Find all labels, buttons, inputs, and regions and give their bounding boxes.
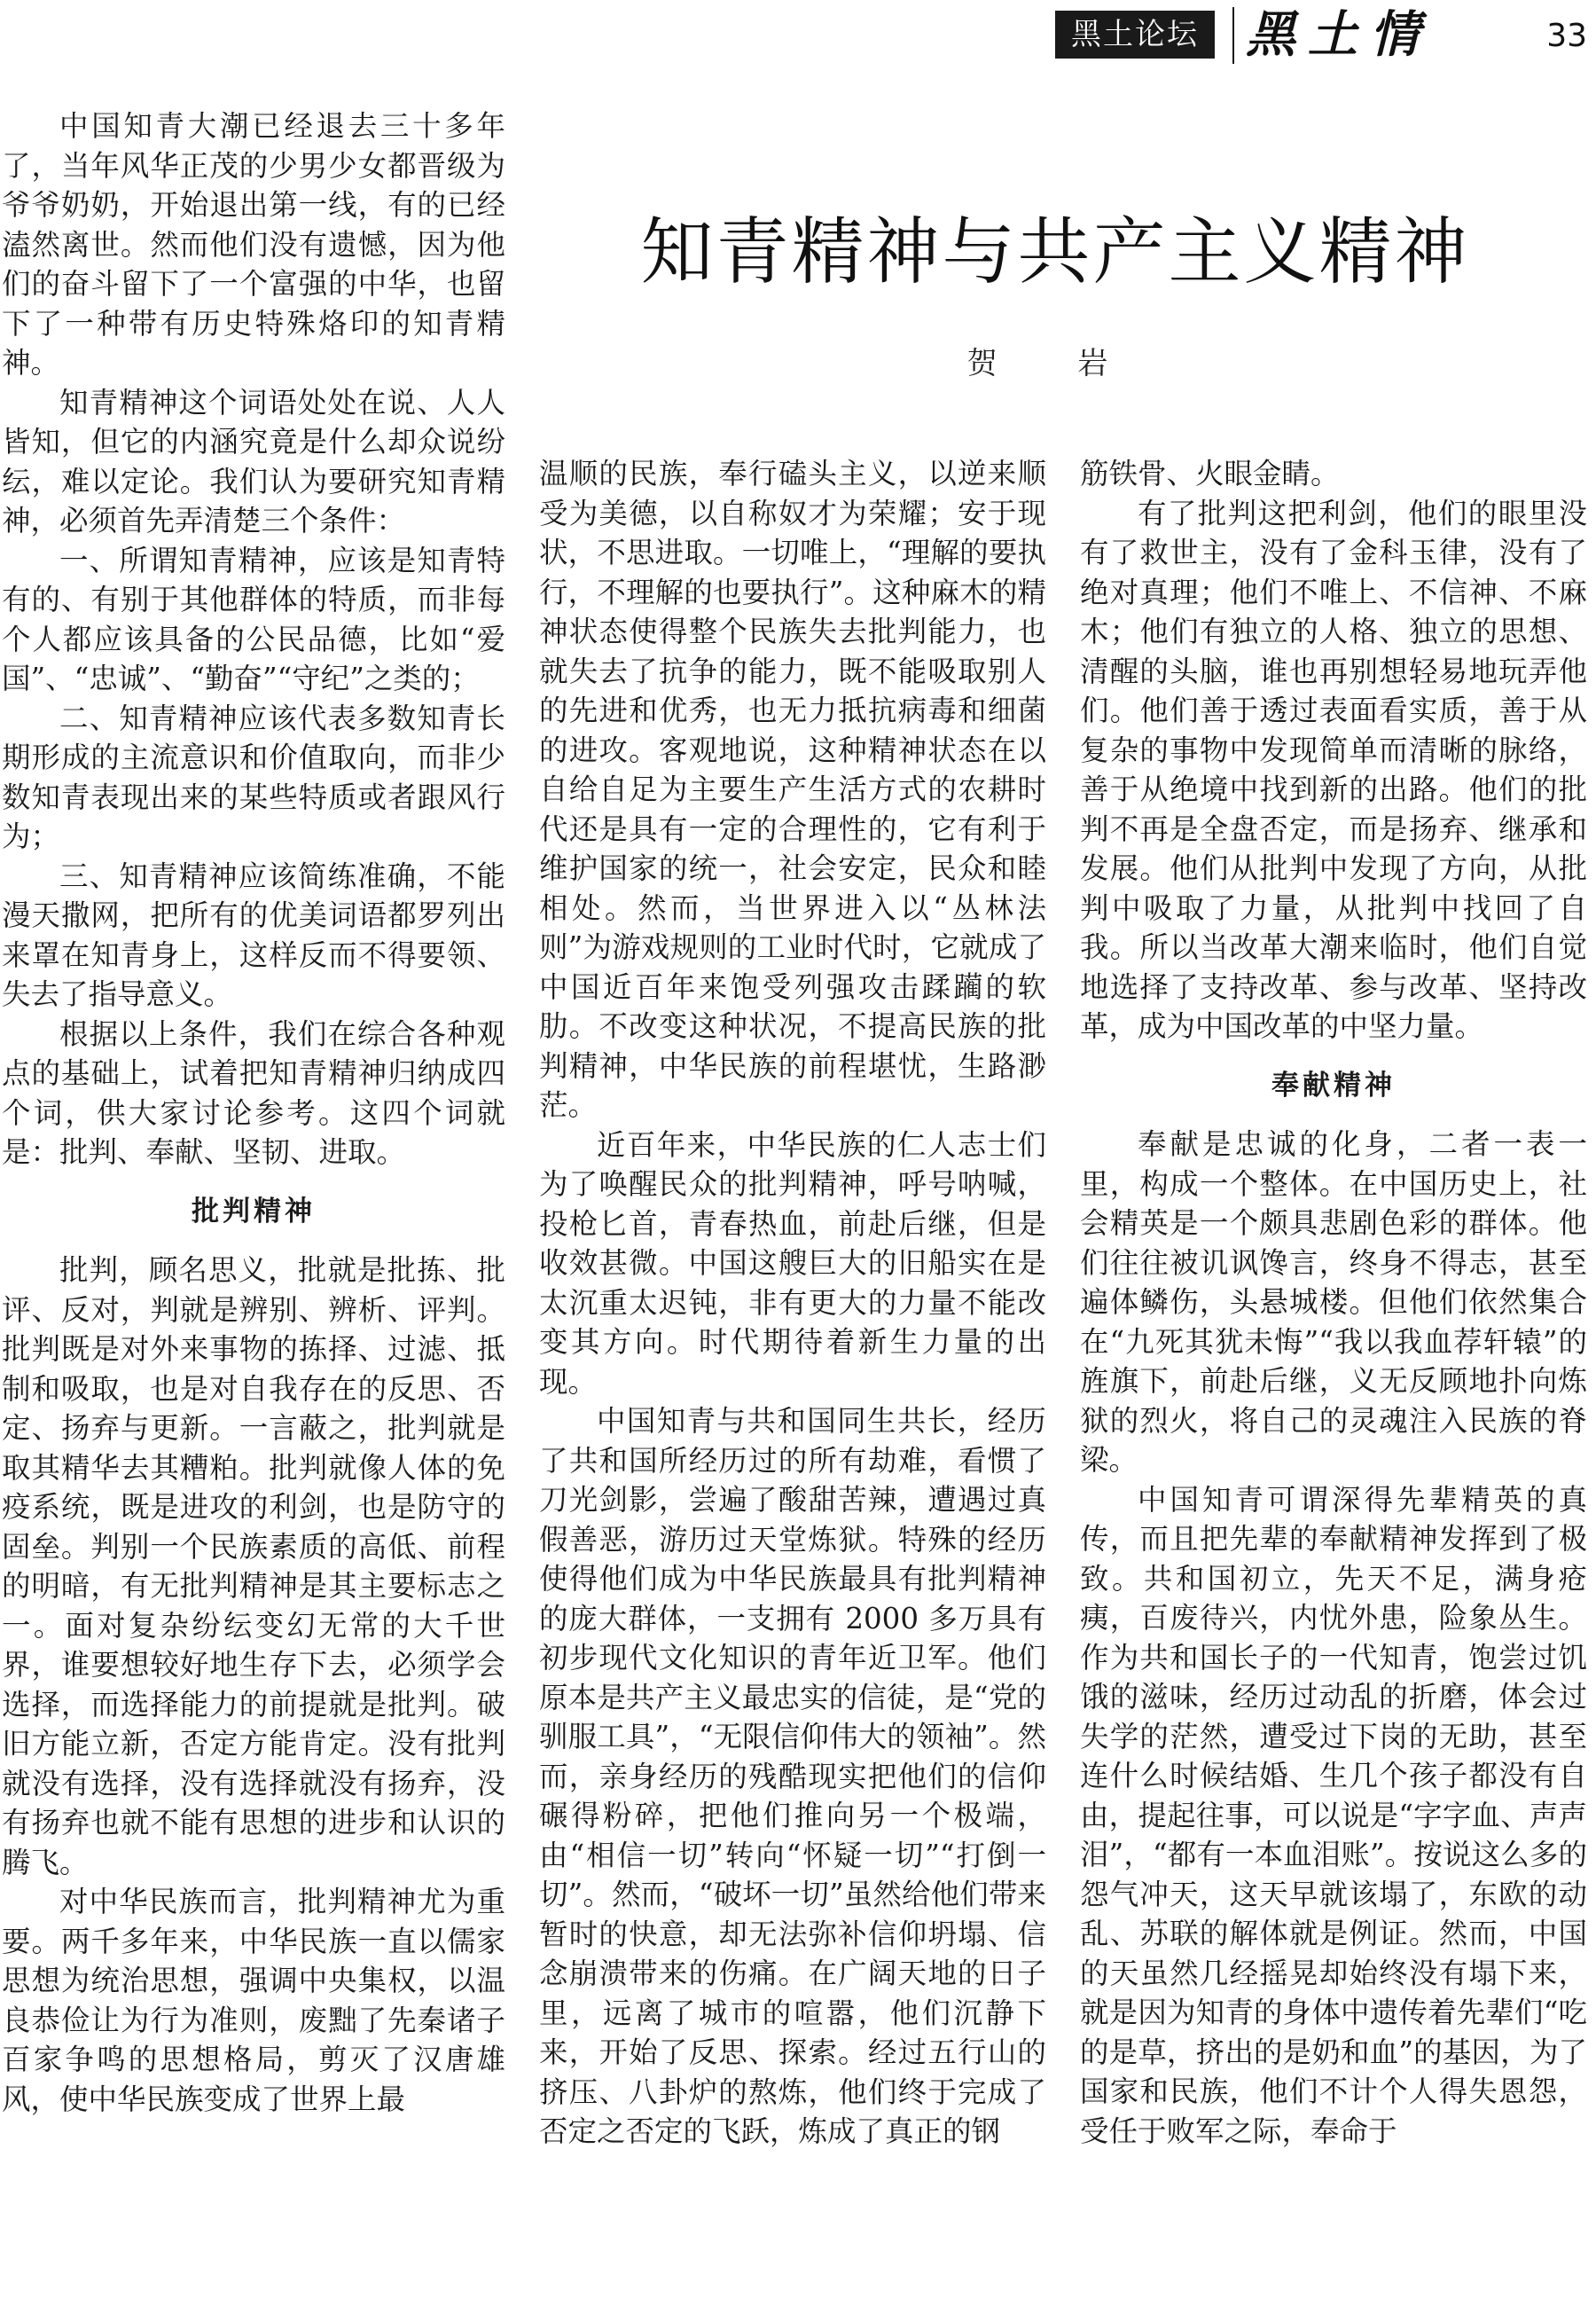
header-divider bbox=[1232, 7, 1234, 64]
section-heading-criticism: 批判精神 bbox=[192, 1195, 316, 1227]
paragraph: 三、知青精神应该简练准确，不能漫天撒网，把所有的优美词语都罗列出来罩在知青身上，这样反而不得要领、失去了指导意义。 bbox=[2, 859, 505, 1011]
article-author: 贺 岩 bbox=[966, 346, 1144, 381]
magazine-brand: 黑土情 bbox=[1246, 5, 1432, 64]
paragraph: 温顺的民族，奉行磕头主义，以逆来顺受为美德，以自称奴才为荣耀；安于现状，不思进取。一切唯上，“理解的要执行，不理解的也要执行”。这种麻木的精神状态使得整个民族失去批判能力，也就失去了抗争的能力，既不能吸取别人的先进和优秀，也无力抵抗病毒和细菌的进攻。客观地说，这种精神状态在以自给自足为主要生产生活方式的农耕时代还是具有一定的合理性的，它有利于维护国家的统一，社会安定，民众和睦相处。然而，当世界进入以“丛林法则”为游戏规则的工业时代时，它就成了中国近百年来饱受列强攻击蹂躏的软肋。不改变这种状况，不提高民族的批判精神，中华民族的前程堪忧，生路渺茫。 bbox=[539, 457, 1046, 1122]
paragraph: 知青精神这个词语处处在说、人人皆知，但它的内涵究竟是什么却众说纷纭，难以定论。我们认为要研究知青精神，必须首先弄清楚三个条件： bbox=[2, 385, 505, 537]
column-3 bbox=[1080, 454, 1587, 2151]
paragraph: 一、所谓知青精神，应该是知青特有的、有别于其他群体的特质，而非每个人都应该具备的公民品德，比如“爱国”、“忠诚”、“勤奋”“守纪”之类的； bbox=[2, 543, 505, 695]
section-badge: 黑土论坛 bbox=[1055, 11, 1215, 59]
page-number: 33 bbox=[1546, 18, 1587, 54]
paragraph: 根据以上条件，我们在综合各种观点的基础上，试着把知青精神归纳成四个词，供大家讨论参考。这四个词就是：批判、奉献、坚韧、进取。 bbox=[2, 1016, 505, 1169]
paragraph: 近百年来，中华民族的仁人志士们为了唤醒民众的批判精神，呼号呐喊，投枪匕首，青春热血，前赴后继，但是收效甚微。中国这艘巨大的旧船实在是太沉重太迟钝，非有更大的力量不能改变其方向。时代期待着新生力量的出现。 bbox=[539, 1127, 1046, 1399]
paragraph: 中国知青与共和国同生共长，经历了共和国所经历过的所有劫难，看惯了刀光剑影，尝遍了酸甜苦辣，遭遇过真假善恶，游历过天堂炼狱。特殊的经历使得他们成为中华民族最具有批判精神的庞大群体，一支拥有 2000 多万具有初步现代文化知识的青年近卫军。他们原本是共产主义最忠实的信徒，是“党的驯服工具”，“无限信仰伟大的领袖”。然而，亲身经历的残酷现实把他们的信仰碾得粉碎，把他们推向另一个极端，由“相信一切”转向“怀疑一切”“打倒一切”。然而，“破坏一切”虽然给他们带来暂时的快意，却无法弥补信仰坍塌、信念崩溃带来的伤痛。在广阔天地的日子里，远离了城市的喧嚣，他们沉静下来，开始了反思、探索。经过五行山的挤压、八卦炉的熬炼，他们终于完成了否定之否定的飞跃，炼成了真正的钢 bbox=[539, 1404, 1046, 2148]
paragraph: 对中华民族而言，批判精神尤为重要。两千多年来，中华民族一直以儒家思想为统治思想，强调中央集权，以温良恭俭让为行为准则，废黜了先秦诸子百家争鸣的思想格局，剪灭了汉唐雄风，使中华民族变成了世界上最 bbox=[2, 1885, 505, 2116]
paragraph: 批判，顾名思义，批就是批拣、批评、反对，判就是辨别、辨析、评判。批判既是对外来事物的拣择、过滤、抵制和吸取，也是对自我存在的反思、否定、扬弃与更新。一言蔽之，批判就是取其精华去其糟粕。批判就像人体的免疫系统，既是进攻的利剑，也是防守的固垒。判别一个民族素质的高低、前程的明暗，有无批判精神是其主要标志之一。面对复杂纷纭变幻无常的大千世界，谁要想较好地生存下去，必须学会选择，而选择能力的前提就是批判。破旧方能立新，否定方能肯定。没有批判就没有选择，没有选择就没有扬弃，没有扬弃也就不能有思想的进步和认识的腾飞。 bbox=[2, 1253, 505, 1879]
paragraph: 二、知青精神应该代表多数知青长期形成的主流意识和价值取向，而非少数知青表现出来的某些特质或者跟风行为； bbox=[2, 701, 505, 853]
paragraph: 中国知青大潮已经退去三十多年了，当年风华正茂的少男少女都晋级为爷爷奶奶，开始退出第一线，有的已经溘然离世。然而他们没有遗憾，因为他们的奋斗留下了一个富强的中华，也留下了一种带有历史特殊烙印的知青精神。 bbox=[2, 109, 505, 380]
column-2 bbox=[539, 454, 1046, 2152]
column-1 bbox=[2, 106, 505, 2119]
section-heading-dedication: 奉献精神 bbox=[1271, 1069, 1396, 1102]
paragraph: 中国知青可谓深得先辈精英的真传，而且把先辈的奉献精神发挥到了极致。共和国初立，先天不足，满身疮痍，百废待兴，内忧外患，险象丛生。作为共和国长子的一代知青，饱尝过饥饿的滋味，经历过动乱的折磨，体会过失学的茫然，遭受过下岗的无助，甚至连什么时候结婚、生几个孩子都没有自由，提起往事，可以说是“字字血、声声泪”，“都有一本血泪账”。按说这么多的怨气冲天，这天早就该塌了，东欧的动乱、苏联的解体就是例证。然而，中国的天虽然几经摇晃却始终没有塌下来，就是因为知青的身体中遗传着先辈们“吃的是草，挤出的是奶和血”的基因，为了国家和民族，他们不计个人得失恩怨，受任于败军之际，奉命于 bbox=[1080, 1482, 1587, 2148]
paragraph: 筋铁骨、火眼金睛。 bbox=[1080, 457, 1340, 490]
article-title: 知青精神与共产主义精神 bbox=[640, 210, 1470, 294]
paragraph: 有了批判这把利剑，他们的眼里没有了救世主，没有了金科玉律，没有了绝对真理；他们不唯上、不信神、不麻木；他们有独立的人格、独立的思想、清醒的头脑，谁也再别想轻易地玩弄他们。他们善于透过表面看实质，善于从复杂的事物中发现简单而清晰的脉络，善于从绝境中找到新的出路。他们的批判不再是全盘否定，而是扬弃、继承和发展。他们从批判中发现了方向，从批判中吸取了力量，从批判中找回了自我。所以当改革大潮来临时，他们自觉地选择了支持改革、参与改革、坚持改革，成为中国改革的中坚力量。 bbox=[1080, 496, 1587, 1043]
paragraph: 奉献是忠诚的化身，二者一表一里，构成一个整体。在中国历史上，社会精英是一个颇具悲剧色彩的群体。他们往往被讥讽馋言，终身不得志，甚至遍体鳞伤，头悬城楼。但他们依然集合在“九死其犹未悔”“我以我血荐轩辕”的旌旗下，前赴后继，义无反顾地扑向炼狱的烈火，将自己的灵魂注入民族的脊梁。 bbox=[1080, 1127, 1587, 1477]
